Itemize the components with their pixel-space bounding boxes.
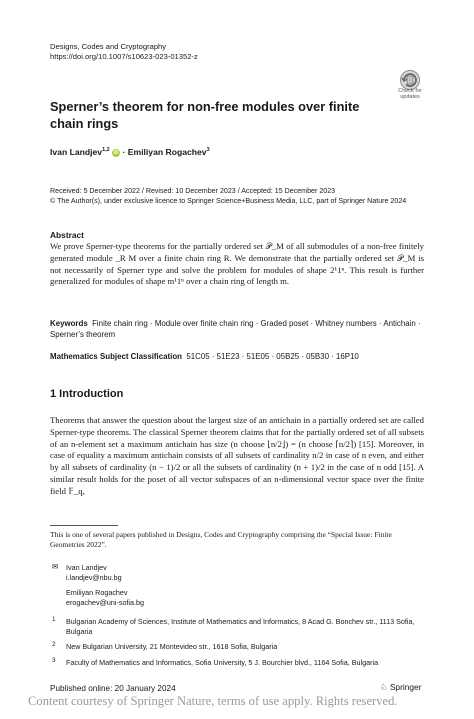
abstract-heading: Abstract bbox=[50, 230, 84, 240]
msc-classification bbox=[50, 352, 359, 361]
keywords bbox=[50, 318, 424, 340]
msc-codes: 51C05 · 51E23 · 51E05 · 05B25 · 05B30 · 16P10 bbox=[186, 352, 359, 361]
publisher-name: Springer bbox=[389, 682, 422, 692]
section-heading: 1 Introduction bbox=[50, 388, 124, 400]
published-date: Published online: 20 January 2024 bbox=[50, 684, 176, 693]
received-dates: Received: 5 December 2022 / Revised: 10 December 2023 / Accepted: 15 December 2023 bbox=[50, 187, 336, 195]
mail-icon: ✉ bbox=[52, 562, 59, 571]
paper-title: Sperner’s theorem for non-free modules over finite chain rings bbox=[50, 99, 360, 131]
publisher-logo[interactable] bbox=[380, 682, 422, 692]
footnote-text: This is one of several papers published in Designs, Codes and Cryptography comprising the “Special Issue: Finite Geometries 2022”. bbox=[50, 530, 392, 549]
springer-horse-icon: ♘ bbox=[380, 682, 388, 692]
contact-name: Ivan Landjev bbox=[66, 563, 107, 572]
affiliation-text: New Bulgarian University, 21 Montevideo str., 1618 Sofia, Bulgaria bbox=[66, 642, 278, 651]
affiliation-number: 1 bbox=[52, 616, 56, 623]
keywords-text: Finite chain ring · Module over finite chain ring · Graded poset · Whitney numbers · Antichain · Sperner’s theorem bbox=[50, 319, 421, 339]
check-for-updates-label[interactable]: Check for updates bbox=[398, 88, 422, 100]
affiliation-text: Bulgarian Academy of Sciences, Institute of Mathematics and Informatics, 8 Acad G. Bonchev str., 1113 Sofia, Bulgaria bbox=[66, 617, 415, 636]
contact-email[interactable]: erogachev@uni-sofia.bg bbox=[66, 597, 145, 607]
courtesy-watermark: Content courtesy of Springer Nature, terms of use apply. Rights reserved. bbox=[28, 694, 398, 708]
journal-name: Designs, Codes and Cryptography bbox=[50, 42, 167, 51]
affiliation-text: Faculty of Mathematics and Informatics, Sofia University, 5 J. Bourchier blvd., 1164 Sofia, Bulgaria bbox=[66, 658, 379, 667]
copyright-line: © The Author(s), under exclusive licence to Springer Science+Business Media, LLC, part of Springer Nature 2024 bbox=[50, 197, 407, 205]
contact-entry bbox=[66, 588, 144, 607]
author-separator: · bbox=[122, 147, 126, 157]
contact-entry bbox=[66, 563, 122, 582]
author-name[interactable]: Emiliyan Rogachev bbox=[127, 147, 207, 157]
journal-header bbox=[50, 42, 198, 62]
orcid-icon[interactable]: iD bbox=[113, 149, 119, 156]
contact-name: Emiliyan Rogachev bbox=[66, 588, 128, 597]
keywords-label: Keywords bbox=[50, 319, 88, 328]
article-history bbox=[50, 186, 406, 206]
affiliation-number: 3 bbox=[52, 657, 56, 664]
author-affiliation-sup: 1,2 bbox=[102, 147, 110, 154]
author-affiliation-sup: 3 bbox=[206, 147, 210, 154]
contact-email[interactable]: i.landjev@nbu.bg bbox=[66, 572, 122, 582]
msc-label: Mathematics Subject Classification bbox=[50, 352, 182, 361]
author-name[interactable]: Ivan Landjev bbox=[50, 147, 103, 157]
author-line bbox=[50, 147, 210, 157]
footnote-divider bbox=[50, 525, 118, 526]
abstract-text: We prove Sperner-type theorems for the partially ordered set 𝒫_M of all submodules of a non-free finitely generated module _R M over a finite chain ring R. We demonstrate that the partially ordered set 𝒫_M is not necessarily of Sperner type and solve the problem for modules of shape 2¹1ⁿ. This result is further generalized for modules of shape m¹1ⁿ over a chain ring of length m. bbox=[50, 241, 424, 287]
affiliation-number: 2 bbox=[52, 641, 56, 648]
intro-paragraph: Theorems that answer the question about the largest size of an antichain in a partially ordered set are called Sperner-type theorems. The classical Sperner theorem claims that for the partially ordered set of all subsets of an n-element set a maximum antichain has size (n choose ⌊n/2⌋) = (n choose ⌈n/2⌉) [15]. Moreover, in case of equality a maximum antichain consists of all subsets of cardinality n/2 in case of n even, and either by all subsets of cardinality (n − 1)/2 or all the subsets of cardinality (n + 1)/2 in the case of n odd [15]. A similar result holds for the poset of all vector subspaces of an n-dimensional vector space over the finite field 𝔽_q, bbox=[50, 415, 424, 496]
doi-link[interactable]: https://doi.org/10.1007/s10623-023-01352-z bbox=[50, 52, 198, 61]
